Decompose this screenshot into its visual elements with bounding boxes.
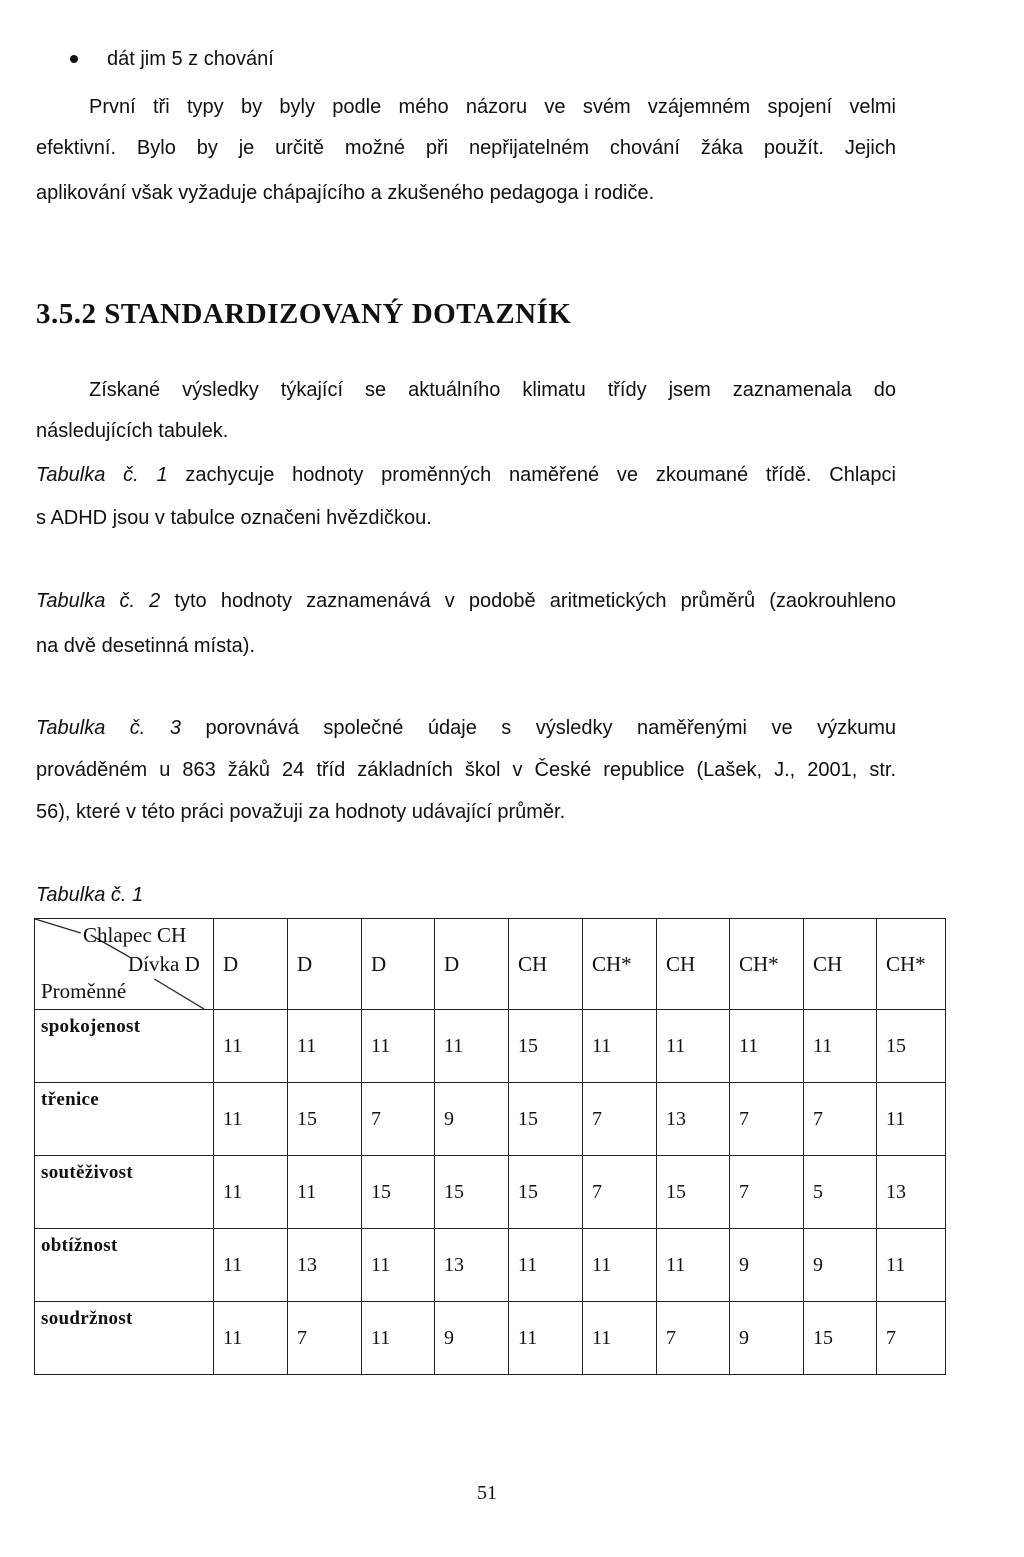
table-cell: 11	[214, 1156, 288, 1229]
paragraph-line: následujících tabulek.	[36, 420, 229, 442]
table-cell: 11	[804, 1010, 877, 1083]
paragraph-line	[36, 716, 896, 740]
table-reference: Tabulka č.	[36, 464, 139, 486]
paragraph-line: Získané výsledky týkající se aktuálního klimatu třídy jsem zaznamenala do	[89, 379, 896, 401]
table-reference-number: 1	[156, 464, 168, 486]
table-cell: 11	[509, 1229, 583, 1302]
corner-label-promenne: Proměnné	[41, 979, 127, 1003]
table-cell: 9	[730, 1229, 804, 1302]
data-table	[34, 918, 946, 1375]
table-cell: 9	[730, 1302, 804, 1375]
table-cell: 13	[877, 1156, 946, 1229]
table-cell: 15	[657, 1156, 730, 1229]
column-header: D	[435, 919, 509, 1010]
table-cell: 11	[214, 1010, 288, 1083]
column-header: D	[214, 919, 288, 1010]
table-cell: 11	[583, 1302, 657, 1375]
row-label: obtížnost	[35, 1229, 214, 1302]
table-cell: 7	[288, 1302, 362, 1375]
table-corner-cell	[35, 919, 214, 1010]
table-cell: 15	[435, 1156, 509, 1229]
table-cell: 15	[804, 1302, 877, 1375]
table-cell: 11	[214, 1083, 288, 1156]
table-reference-number: 2	[149, 590, 161, 612]
table-cell: 5	[804, 1156, 877, 1229]
table-reference: Tabulka č.	[36, 590, 136, 612]
paragraph-line: s ADHD jsou v tabulce označeni hvězdičkou.	[36, 507, 432, 529]
table-cell: 15	[877, 1010, 946, 1083]
corner-label-chlapec: Chlapec CH	[83, 923, 187, 947]
table-cell: 7	[362, 1083, 435, 1156]
column-header: D	[288, 919, 362, 1010]
row-label: soutěživost	[35, 1156, 214, 1229]
bullet-icon	[70, 55, 78, 63]
paragraph-line	[36, 589, 896, 613]
table-reference: Tabulka č.	[36, 717, 146, 739]
table-row	[35, 1010, 946, 1083]
table-cell: 9	[435, 1302, 509, 1375]
table-cell: 11	[288, 1156, 362, 1229]
table-cell: 11	[583, 1229, 657, 1302]
paragraph-line: efektivní. Bylo by je určitě možné při nepřijatelném chování žáka použít. Jejich	[36, 137, 896, 159]
table-row	[35, 1083, 946, 1156]
table-cell: 15	[509, 1083, 583, 1156]
table-row	[35, 1302, 946, 1375]
column-header: CH	[509, 919, 583, 1010]
row-label: třenice	[35, 1083, 214, 1156]
table-cell: 7	[583, 1156, 657, 1229]
table-cell: 7	[730, 1156, 804, 1229]
paragraph-line: První tři typy by byly podle mého názoru ve svém vzájemném spojení velmi	[89, 96, 896, 118]
table-cell: 11	[877, 1083, 946, 1156]
row-label: soudržnost	[35, 1302, 214, 1375]
table-cell: 13	[435, 1229, 509, 1302]
table-reference-number: 3	[169, 717, 181, 739]
paragraph-line	[36, 463, 896, 487]
table-cell: 11	[583, 1010, 657, 1083]
table-cell: 11	[214, 1229, 288, 1302]
column-header: CH*	[583, 919, 657, 1010]
paragraph-line: 56), které v této práci považuji za hodnoty udávající průměr.	[36, 801, 566, 823]
table-cell: 7	[583, 1083, 657, 1156]
column-header: CH	[804, 919, 877, 1010]
table-cell: 9	[804, 1229, 877, 1302]
table-cell: 7	[877, 1302, 946, 1375]
corner-label-divka: Dívka D	[128, 952, 200, 976]
paragraph-text: zachycuje hodnoty proměnných naměřené ve zkoumané třídě. Chlapci	[167, 464, 896, 486]
column-header: CH*	[730, 919, 804, 1010]
table-cell: 7	[804, 1083, 877, 1156]
table-cell: 15	[509, 1156, 583, 1229]
bullet-item: dát jim 5 z chování	[107, 48, 274, 70]
table-cell: 11	[657, 1010, 730, 1083]
table-cell: 11	[877, 1229, 946, 1302]
table-cell: 11	[657, 1229, 730, 1302]
table-cell: 9	[435, 1083, 509, 1156]
table-cell: 11	[730, 1010, 804, 1083]
table-header-row	[35, 919, 946, 1010]
paragraph-text: porovnává společné údaje s výsledky naměřenými ve výzkumu	[180, 717, 896, 739]
paragraph-text: tyto hodnoty zaznamenává v podobě aritmetických průměrů (zaokrouhleno	[160, 590, 897, 612]
table-cell: 13	[657, 1083, 730, 1156]
table-cell: 13	[288, 1229, 362, 1302]
table-row	[35, 1229, 946, 1302]
column-header: CH*	[877, 919, 946, 1010]
paragraph-line: aplikování však vyžaduje chápajícího a zkušeného pedagoga i rodiče.	[36, 182, 655, 204]
table-cell: 15	[288, 1083, 362, 1156]
section-heading: 3.5.2 STANDARDIZOVANÝ DOTAZNÍK	[36, 298, 572, 330]
table-cell: 11	[214, 1302, 288, 1375]
table-row	[35, 1156, 946, 1229]
column-header: D	[362, 919, 435, 1010]
table-cell: 11	[362, 1229, 435, 1302]
table-cell: 15	[362, 1156, 435, 1229]
table-cell: 15	[509, 1010, 583, 1083]
table-caption: Tabulka č. 1	[36, 884, 144, 906]
page-number: 51	[477, 1482, 497, 1504]
row-label: spokojenost	[35, 1010, 214, 1083]
table-cell: 7	[657, 1302, 730, 1375]
table-cell: 11	[362, 1302, 435, 1375]
table-cell: 7	[730, 1083, 804, 1156]
paragraph-line: na dvě desetinná místa).	[36, 635, 256, 657]
table-cell: 11	[288, 1010, 362, 1083]
table-cell: 11	[362, 1010, 435, 1083]
column-header: CH	[657, 919, 730, 1010]
paragraph-line: prováděném u 863 žáků 24 tříd základních škol v České republice (Lašek, J., 2001, str.	[36, 759, 896, 781]
table-cell: 11	[435, 1010, 509, 1083]
table-cell: 11	[509, 1302, 583, 1375]
